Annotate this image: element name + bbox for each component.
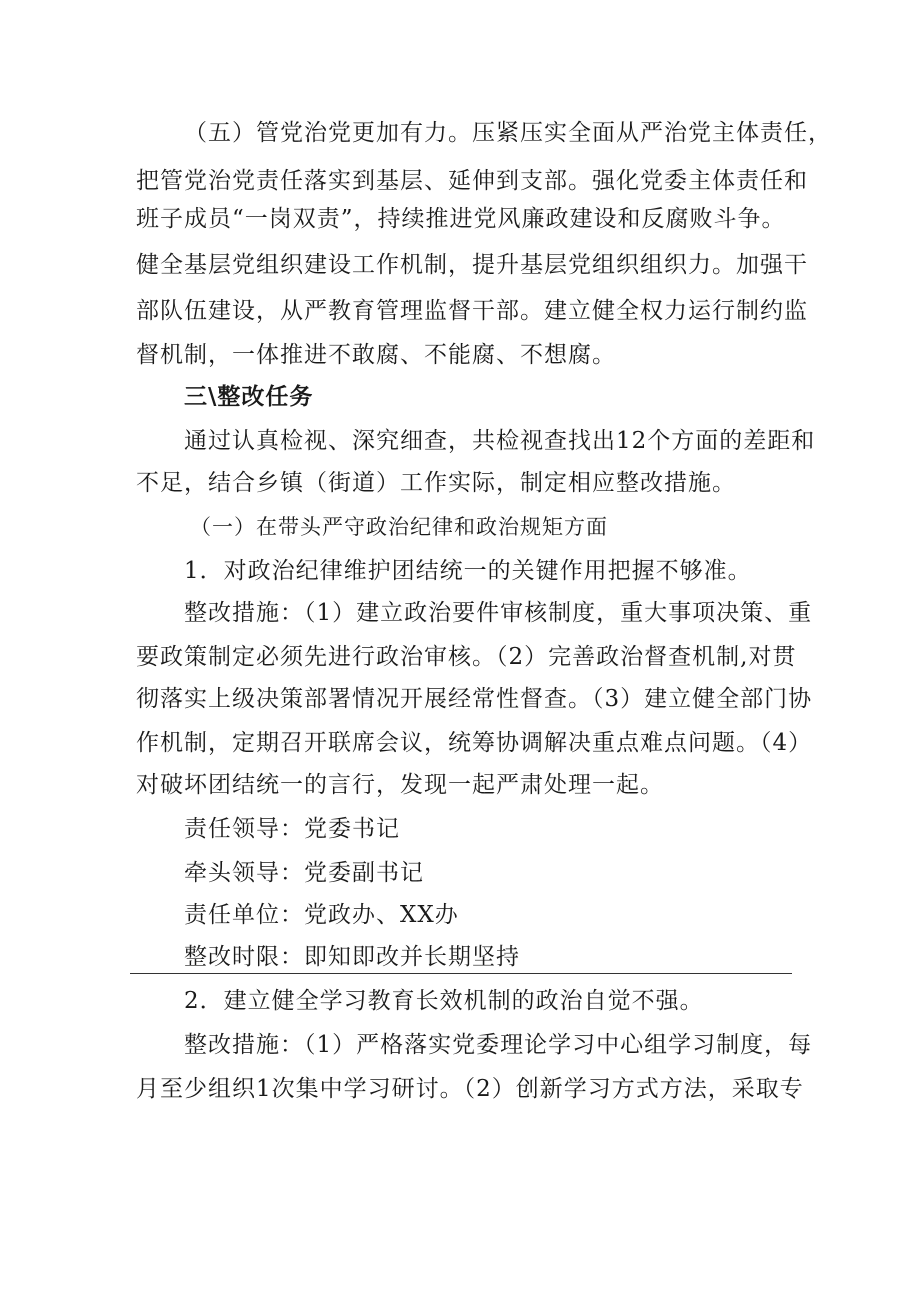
item2-title: 2．建立健全学习教育长效机制的政治自觉不强。 (184, 988, 704, 1014)
item1-measures-line-1: 整改措施：（1）建立政治要件审核制度，重大事项决策、重 (184, 600, 813, 626)
intro-line-1: 通过认真检视、深究细查，共检视查找出12个方面的差距和 (184, 428, 816, 454)
para5-line-6: 督机制，一体推进不敢腐、不能腐、不想腐。 (136, 342, 616, 368)
para5-line-2: 把管党治党责任落实到基层、延伸到支部。强化党委主体责任和 (136, 168, 808, 194)
item1-measures-line-4: 作机制，定期召开联席会议，统筹协调解决重点难点问题。（4） (136, 730, 813, 756)
horizontal-rule (130, 973, 792, 974)
item1-title: 1．对政治纪律维护团结统一的关键作用把握不够准。 (184, 558, 752, 584)
para5-line-1: （五）管党治党更加有力。压紧压实全面从严治党主体责任， (184, 120, 832, 146)
item1-measures-line-3: 彻落实上级决策部署情况开展经常性督查。（3）建立健全部门协 (136, 686, 813, 712)
item2-measures-line-2: 月至少组织1次集中学习研讨。（2）创新学习方式方法，采取专 (136, 1076, 804, 1102)
item1-measures-line-2: 要政策制定必须先进行政治审核。（2）完善政治督查机制,对贯 (136, 644, 797, 670)
para5-line-3: 班子成员“一岗双责”，持续推进党风廉政建设和反腐败斗争。 (136, 206, 786, 232)
subsection-heading: （一）在带头严守政治纪律和政治规矩方面 (190, 515, 608, 539)
para5-line-5: 部队伍建设，从严教育管理监督干部。建立健全权力运行制约监 (136, 298, 808, 324)
item1-measures-line-5: 对破坏团结统一的言行，发现一起严肃处理一起。 (136, 772, 664, 798)
section-heading: 三\整改任务 (184, 384, 314, 410)
responsible-unit: 责任单位：党政办、XX办 (184, 902, 459, 928)
lead-leader: 牵头领导：党委副书记 (184, 860, 424, 886)
intro-line-2: 不足，结合乡镇（街道）工作实际，制定相应整改措施。 (136, 470, 736, 496)
rectification-deadline: 整改时限：即知即改并长期坚持 (184, 944, 520, 970)
responsible-leader: 责任领导：党委书记 (184, 816, 400, 842)
para5-line-4: 健全基层党组织建设工作机制，提升基层党组织组织力。加强干 (136, 252, 808, 278)
item2-measures-line-1: 整改措施：（1）严格落实党委理论学习中心组学习制度，每 (184, 1032, 813, 1058)
